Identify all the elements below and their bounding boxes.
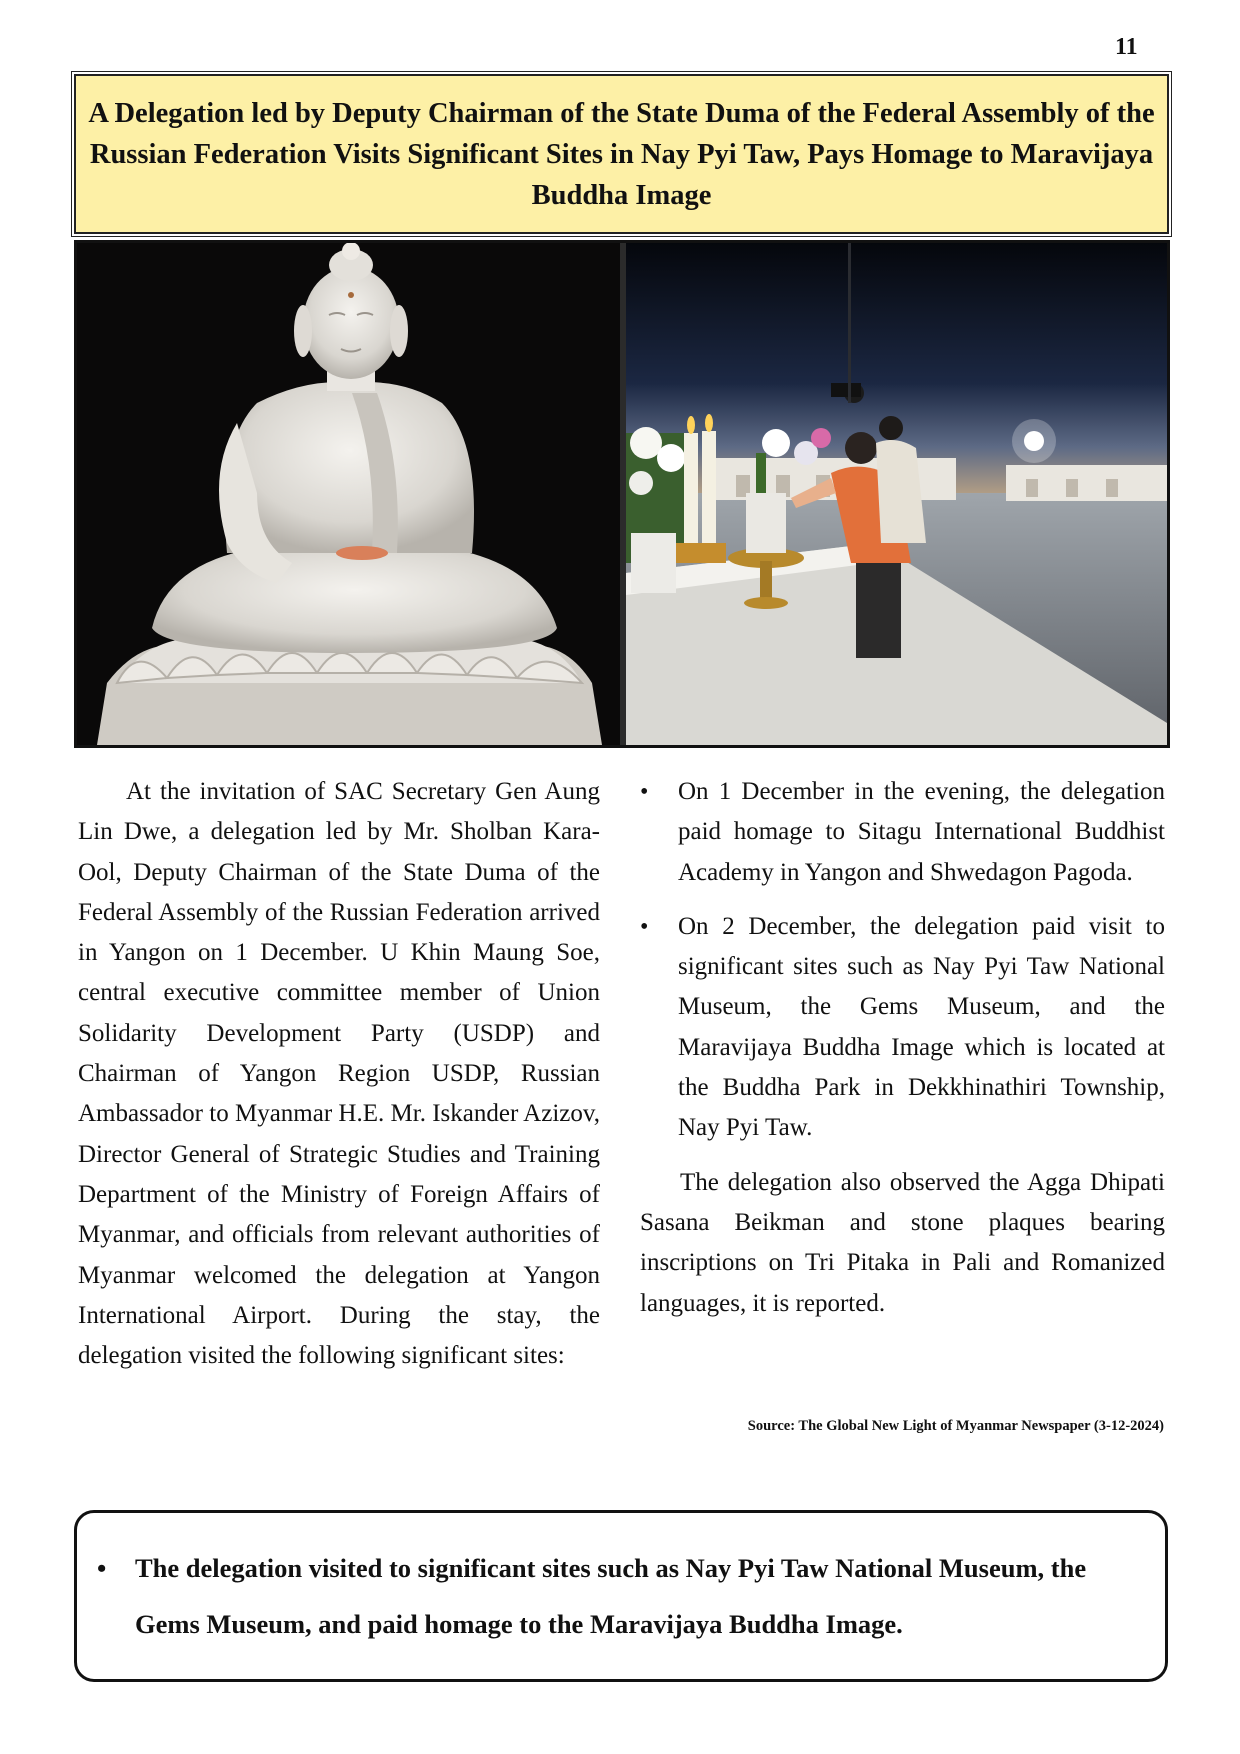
summary-list (97, 1540, 1147, 1652)
title-box (74, 74, 1169, 234)
visit-list (640, 772, 1165, 1149)
right-column (640, 772, 1165, 1324)
list-item: • On 1 December in the evening, the delegation paid homage to Sitagu International Buddhist Academy in Yangon and Shwedagon Pagoda. (640, 772, 1165, 893)
photo-frame (74, 240, 1170, 748)
summary-box (74, 1510, 1168, 1682)
left-column (78, 772, 600, 1376)
article-title: A Delegation led by Deputy Chairman of the State Duma of the Federal Assembly of the Russian Federation Visits Significant Sites in Nay Pyi Taw, Pays Homage to Maravijaya Buddha Image (88, 97, 1155, 211)
intro-paragraph: At the invitation of SAC Secretary Gen Aung Lin Dwe, a delegation led by Mr. Sholban Kara-Ool, Deputy Chairman of the State Duma of the Federal Assembly of the Russian Federation arrived in Yangon on 1 December. U Khin Maung Soe, central executive committee member of Union Solidarity Development Party (USDP) and Chairman of Yangon Region USDP, Russian Ambassador to Myanmar H.E. Mr. Iskander Azizov, Director General of Strategic Studies and Training Department of the Ministry of Foreign Affairs of Myanmar, and officials from relevant authorities of Myanmar welcomed the delegation at Yangon International Airport. During the stay, the delegation visited the following significant sites: (78, 778, 600, 1370)
homage-ceremony-photo (626, 243, 1167, 745)
summary-item: • The delegation visited to significant sites such as Nay Pyi Taw National Museum, the Gems Museum, and paid homage to the Maravijaya Buddha Image. (97, 1540, 1147, 1652)
source-credit: Source: The Global New Light of Myanmar Newspaper (3-12-2024) (747, 1418, 1164, 1434)
buddha-statue-photo (77, 243, 620, 745)
observation-paragraph: The delegation also observed the Agga Dhipati Sasana Beikman and stone plaques bearing inscriptions on Tri Pitaka in Pali and Romanized languages, it is reported. (640, 1168, 1165, 1317)
page-number: 11 (1115, 34, 1138, 60)
list-item: • On 2 December, the delegation paid visit to significant sites such as Nay Pyi Taw National Museum, the Gems Museum, and the Maravijaya Buddha Image which is located at the Buddha Park in Dekkhinathiri Township, Nay Pyi Taw. (640, 907, 1165, 1149)
